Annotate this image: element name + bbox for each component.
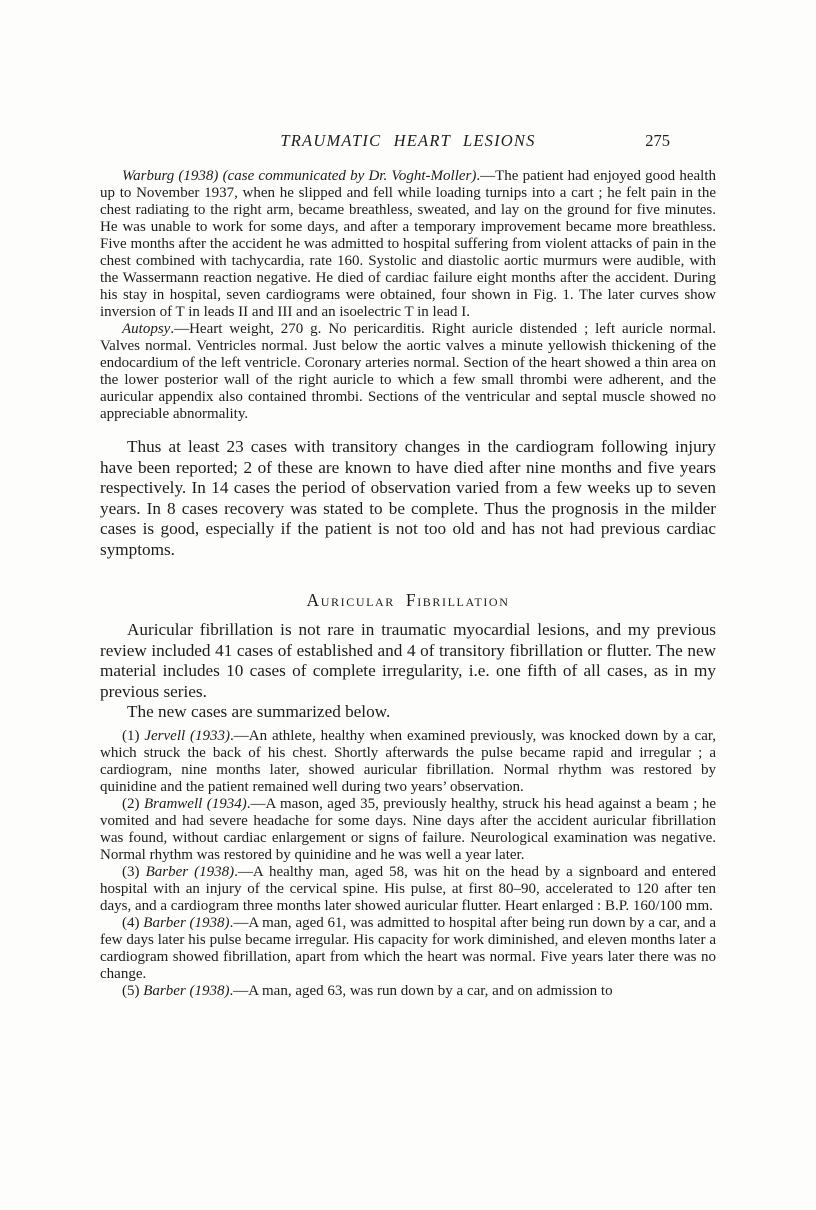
case-1-text: .—An athlete, healthy when examined previously, was knocked down by a car, which struck the back of his chest. Shortly afterwards the pulse became rapid and irregular ; a cardiogram, nine months later, showed auricular fibrillation. Normal rhythm was restored by quinidine and the patient remained well during two years’ observation.	[100, 727, 717, 795]
case-1-citation: Jervell (1933)	[144, 727, 231, 744]
case-item-4	[100, 915, 716, 983]
case-4-number: (4)	[122, 914, 144, 931]
case-3-number: (3)	[122, 863, 146, 880]
case-3-text: .—A healthy man, aged 58, was hit on the head by a signboard and entered hospital with an injury of the cervical spine. His pulse, at first 80–90, accelerated to 120 after ten days, and a cardiogram three months later showed auricular flutter. Heart enlarged : B.P. 160/100 mm.	[100, 863, 716, 914]
autopsy-lead: Autopsy	[122, 321, 171, 337]
case-4-citation: Barber (1938)	[143, 914, 230, 931]
case-item-2	[100, 796, 716, 864]
section-heading: Auricular Fibrillation	[306, 590, 510, 610]
paragraph-autopsy	[100, 321, 716, 423]
warburg-case-text: .—The patient had enjoyed good health up to November 1937, when he slipped and fell while loading turnips into a cart ; he felt pain in the chest radiating to the right arm, became breathless, sweated, and lay on the ground for five minutes. He was unable to work for some days, and after a temporary improvement became more breathless. Five months after the accident he was admitted to hospital suffering from violent attacks of pain in the chest combined with tachycardia, rate 160. Systolic and diastolic aortic murmurs were audible, with the Wassermann reaction negative. He died of cardiac failure eight months after the accident. During his stay in hospital, seven cardiograms were obtained, four shown in Fig. 1. The later curves show inversion of T in leads II and III and an isoelectric T in lead I.	[100, 168, 716, 320]
paragraph-summary: Thus at least 23 cases with transitory changes in the cardiogram following injury have been reported; 2 of these are known to have died after nine months and five years respectively. In 14 cases the period of observation varied from a few weeks up to seven years. In 8 cases recovery was stated to be complete. Thus the prognosis in the milder cases is good, especially if the patient is not too old and has not had previous cardiac symptoms.	[100, 437, 716, 559]
page-number: 275	[645, 131, 670, 150]
paragraph-section-intro: Auricular fibrillation is not rare in traumatic myocardial lesions, and my previous review included 41 cases of established and 4 of transitory fibrillation or flutter. The new material includes 10 cases of complete irregularity, i.e. one fifth of all cases, as in my previous series.	[100, 620, 716, 701]
warburg-citation: Warburg (1938) (case communicated by Dr. Voght-Moller)	[122, 168, 477, 184]
paragraph-section-intro-2: The new cases are summarized below.	[127, 702, 391, 721]
running-title: TRAUMATIC HEART LESIONS	[280, 131, 536, 150]
case-item-5	[100, 983, 716, 1000]
case-item-1	[100, 728, 716, 796]
case-list	[100, 728, 716, 1000]
running-head	[100, 131, 716, 151]
paragraph-warburg-case	[100, 168, 716, 321]
case-1-number: (1)	[122, 727, 145, 744]
case-5-text: .—A man, aged 63, was run down by a car, and on admission to	[229, 982, 613, 999]
case-2-citation: Bramwell (1934)	[143, 795, 247, 812]
case-2-number: (2)	[122, 795, 144, 812]
case-5-citation: Barber (1938)	[143, 982, 230, 999]
case-item-3	[100, 864, 716, 915]
case-3-citation: Barber (1938)	[145, 863, 235, 880]
page-content	[100, 131, 716, 1000]
autopsy-text: .—Heart weight, 270 g. No pericarditis. Right auricle distended ; left auricle normal. Valves normal. Ventricles normal. Just below the aortic valves a minute yellowish thickening of the endocardium of the left ventricle. Coronary arteries normal. Section of the heart showed a thin area on the lower posterior wall of the right auricle to which a few small thrombi were adherent, and the auricular appendix also contained thrombi. Sections of the ventricular and septal muscle showed no appreciable abnormality.	[100, 321, 716, 422]
case-4-text: .—A man, aged 61, was admitted to hospital after being run down by a car, and a few days later his pulse became irregular. His capacity for work diminished, and eleven months later a cardiogram showed fibrillation, apart from which the heart was normal. Five years later there was no change.	[100, 914, 716, 982]
case-2-text: .—A mason, aged 35, previously healthy, struck his head against a beam ; he vomited and had severe headache for some days. Nine days after the accident auricular fibrillation was found, without cardiac enlargement or signs of failure. Neurological examination was negative. Normal rhythm was restored by quinidine and he was well a year later.	[100, 795, 717, 863]
case-5-number: (5)	[122, 982, 144, 999]
